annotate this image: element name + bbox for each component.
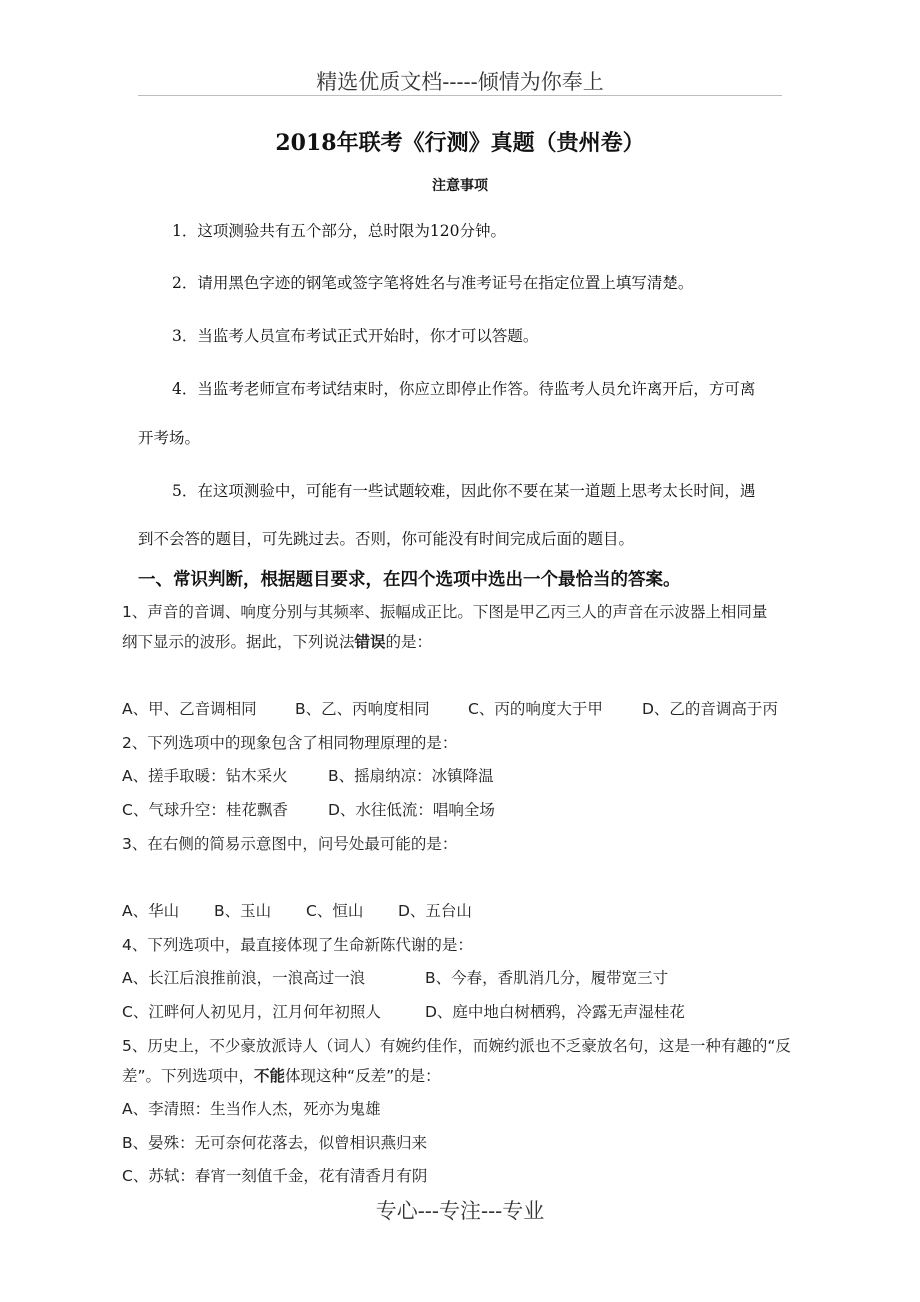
question-5-stem: 5、历史上，不少豪放派诗人（词人）有婉约佳作，而婉约派也不乏豪放名句，这是一种有趣的“反 — [122, 1037, 791, 1055]
notice-item-4-cont: 开考场。 — [138, 429, 201, 447]
question-3-option-d: D、五台山 — [398, 902, 472, 920]
question-1-option-a: A、甲、乙音调相同 — [122, 700, 257, 718]
notice-item-2: 2．请用黑色字迹的钢笔或签字笔将姓名与准考证号在指定位置上填写清楚。 — [172, 274, 694, 292]
question-3-option-c: C、恒山 — [306, 902, 364, 920]
question-3-option-b: B、玉山 — [214, 902, 272, 920]
notice-item-4: 4．当监考老师宣布考试结束时，你应立即停止作答。待监考人员允许离开后，方可离 — [172, 380, 756, 398]
question-4-option-b: B、今春，香肌消几分，履带宽三寸 — [425, 969, 669, 987]
question-5-option-c: C、苏轼：春宵一刻值千金，花有清香月有阴 — [122, 1167, 428, 1185]
question-4-option-c: C、江畔何人初见月，江月何年初照人 — [122, 1003, 381, 1021]
emphasis-wrong: 错误 — [354, 633, 386, 651]
question-4-option-d: D、庭中地白树栖鸦，冷露无声湿桂花 — [425, 1003, 685, 1021]
notice-item-5-cont: 到不会答的题目，可先跳过去。否则，你可能没有时间完成后面的题目。 — [138, 530, 635, 548]
notice-item-5: 5．在这项测验中，可能有一些试题较难，因此你不要在某一道题上思考太长时间，遇 — [172, 482, 756, 500]
exam-title: 2018年联考《行测》真题（贵州卷） — [275, 130, 645, 156]
question-1-option-c: C、丙的响度大于甲 — [468, 700, 603, 718]
section-heading: 一、常识判断，根据题目要求，在四个选项中选出一个最恰当的答案。 — [138, 570, 681, 590]
question-3-option-a: A、华山 — [122, 902, 180, 920]
page-header: 精选优质文档-----倾情为你奉上 — [316, 70, 604, 94]
emphasis-cannot: 不能 — [254, 1067, 286, 1085]
question-2-stem: 2、下列选项中的现象包含了相同物理原理的是： — [122, 734, 458, 752]
question-3-stem: 3、在右侧的简易示意图中，问号处最可能的是： — [122, 835, 458, 853]
page-footer: 专心---专注---专业 — [375, 1199, 545, 1223]
question-5-option-a: A、李清照：生当作人杰，死亦为鬼雄 — [122, 1100, 381, 1118]
question-5-option-b: B、晏殊：无可奈何花落去，似曾相识燕归来 — [122, 1134, 428, 1152]
notice-item-1: 1．这项测验共有五个部分，总时限为120分钟。 — [172, 222, 506, 240]
question-4-option-a: A、长江后浪推前浪，一浪高过一浪 — [122, 969, 366, 987]
question-1-option-d: D、乙的音调高于丙 — [642, 700, 778, 718]
notice-heading: 注意事项 — [432, 178, 488, 194]
header-divider — [138, 95, 782, 96]
question-2-option-b: B、摇扇纳凉：冰镇降温 — [328, 767, 494, 785]
question-2-option-a: A、搓手取暖：钻木采火 — [122, 767, 288, 785]
question-2-option-d: D、水往低流：唱响全场 — [328, 801, 495, 819]
question-1-option-b: B、乙、丙响度相同 — [295, 700, 430, 718]
notice-item-3: 3．当监考人员宣布考试正式开始时，你才可以答题。 — [172, 327, 539, 345]
question-4-stem: 4、下列选项中，最直接体现了生命新陈代谢的是： — [122, 936, 473, 954]
question-2-option-c: C、气球升空：桂花飘香 — [122, 801, 288, 819]
question-5-stem-cont: 差”。下列选项中，不能体现这种“反差”的是： — [122, 1067, 441, 1085]
question-1-stem-cont: 纲下显示的波形。据此，下列说法错误的是： — [122, 633, 433, 651]
question-1-stem: 1、声音的音调、响度分别与其频率、振幅成正比。下图是甲乙丙三人的声音在示波器上相同量 — [122, 603, 768, 621]
